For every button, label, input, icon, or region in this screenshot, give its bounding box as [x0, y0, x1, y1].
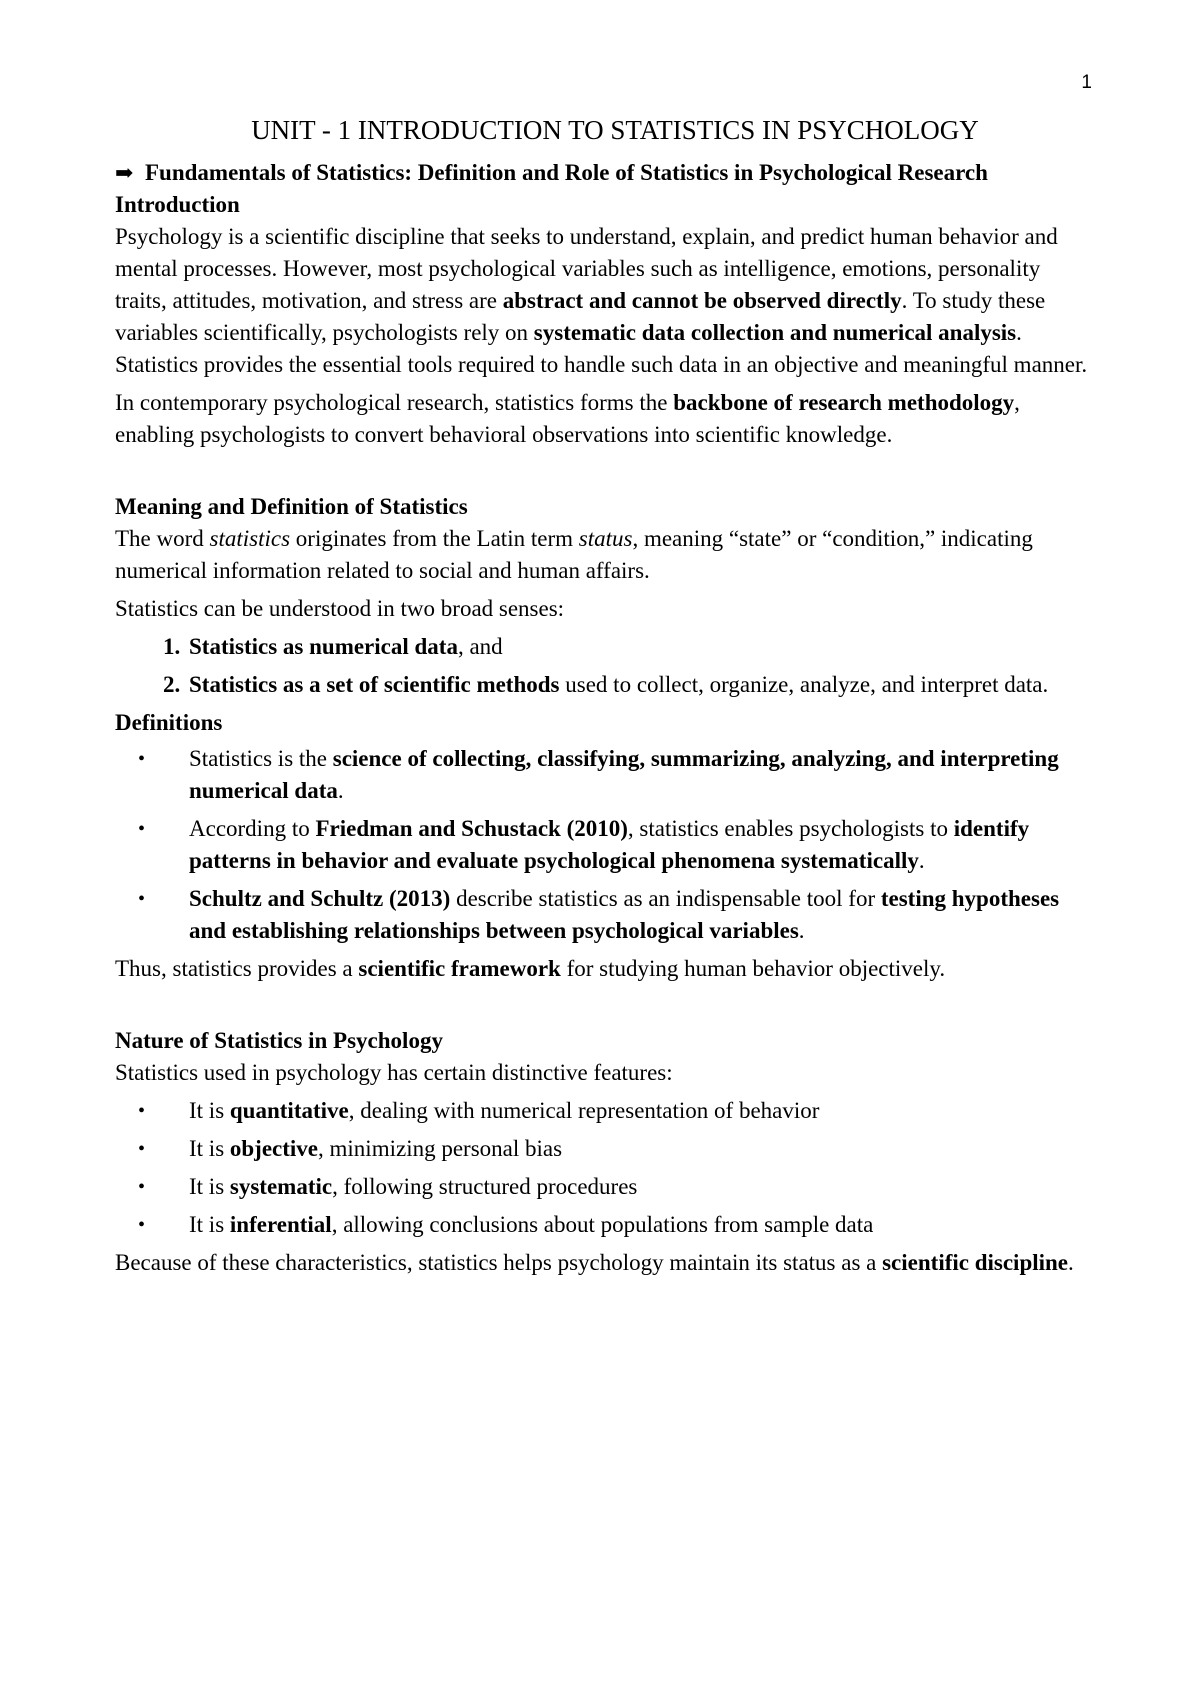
list-item-text: Statistics as a set of scientific methods used to collect, organize, analyze, and interpret data.: [189, 672, 1049, 697]
section-heading-text: Fundamentals of Statistics: Definition and Role of Statistics in Psychological Research: [145, 160, 988, 185]
nature-intro: Statistics used in psychology has certain distinctive features:: [115, 1060, 673, 1085]
unit-title: UNIT - 1 INTRODUCTION TO STATISTICS IN PSYCHOLOGY: [251, 115, 979, 145]
bullet-icon: •: [138, 1100, 146, 1122]
list-item: [115, 883, 1095, 947]
definitions-list: [115, 743, 1095, 947]
meaning-heading: Meaning and Definition of Statistics: [115, 494, 468, 519]
list-item: [115, 1133, 1095, 1165]
list-item-text: Statistics as numerical data, and: [189, 634, 503, 659]
list-item: [115, 631, 1095, 663]
bullet-icon: •: [138, 818, 146, 840]
introduction-paragraph-2: In contemporary psychological research, statistics forms the backbone of research methodology, enabling psychologists to convert behavioral observations into scientific knowledge.: [115, 390, 1020, 447]
list-number: 1.: [163, 634, 181, 659]
list-item: [115, 669, 1095, 701]
nature-features-list: [115, 1095, 1095, 1241]
nature-heading: Nature of Statistics in Psychology: [115, 1028, 443, 1053]
document-body: [115, 157, 1095, 1285]
list-item-text: It is inferential, allowing conclusions about populations from sample data: [189, 1212, 874, 1237]
bullet-icon: •: [138, 748, 146, 770]
bullet-icon: •: [138, 888, 146, 910]
section-heading: [115, 157, 1095, 189]
list-item-text: It is objective, minimizing personal bias: [189, 1136, 563, 1161]
introduction-heading: Introduction: [115, 192, 240, 217]
list-item: [115, 1209, 1095, 1241]
bullet-icon: •: [138, 1214, 146, 1236]
bullet-icon: •: [138, 1176, 146, 1198]
definitions-heading: Definitions: [115, 710, 223, 735]
meaning-paragraph-2: Statistics can be understood in two broad senses:: [115, 596, 565, 621]
meaning-paragraph-1: The word statistics originates from the Latin term status, meaning “state” or “condition,” indicating numerical information related to social and human affairs.: [115, 526, 1033, 583]
list-item-text: Schultz and Schultz (2013) describe statistics as an indispensable tool for testing hypotheses and establishing relationships between psychological variables.: [189, 886, 1060, 943]
list-item: [115, 1095, 1095, 1127]
list-number: 2.: [163, 672, 181, 697]
definitions-conclusion: Thus, statistics provides a scientific framework for studying human behavior objectively.: [115, 956, 946, 981]
list-item: [115, 1171, 1095, 1203]
senses-list: [115, 631, 1095, 701]
bullet-icon: •: [138, 1138, 146, 1160]
nature-conclusion: Because of these characteristics, statistics helps psychology maintain its status as a scientific discipline.: [115, 1250, 1074, 1275]
right-arrow-icon: ➡: [115, 160, 134, 185]
list-item: [115, 743, 1095, 807]
introduction-paragraph-1: Psychology is a scientific discipline that seeks to understand, explain, and predict human behavior and mental processes. However, most psychological variables such as intelligence, emotions, personality traits, attitudes, motivation, and stress are abstract and cannot be observed directly. To study these variables scientifically, psychologists rely on systematic data collection and numerical analysis. Statistics provides the essential tools required to handle such data in an objective and meaningful manner.: [115, 224, 1088, 377]
list-item-text: Statistics is the science of collecting, classifying, summarizing, analyzing, and interpreting numerical data.: [189, 746, 1059, 803]
list-item-text: It is systematic, following structured procedures: [189, 1174, 638, 1199]
page-number: 1: [1081, 72, 1092, 93]
list-item-text: According to Friedman and Schustack (2010), statistics enables psychologists to identify patterns in behavior and evaluate psychological phenomena systematically.: [189, 816, 1030, 873]
list-item: [115, 813, 1095, 877]
list-item-text: It is quantitative, dealing with numerical representation of behavior: [189, 1098, 820, 1123]
